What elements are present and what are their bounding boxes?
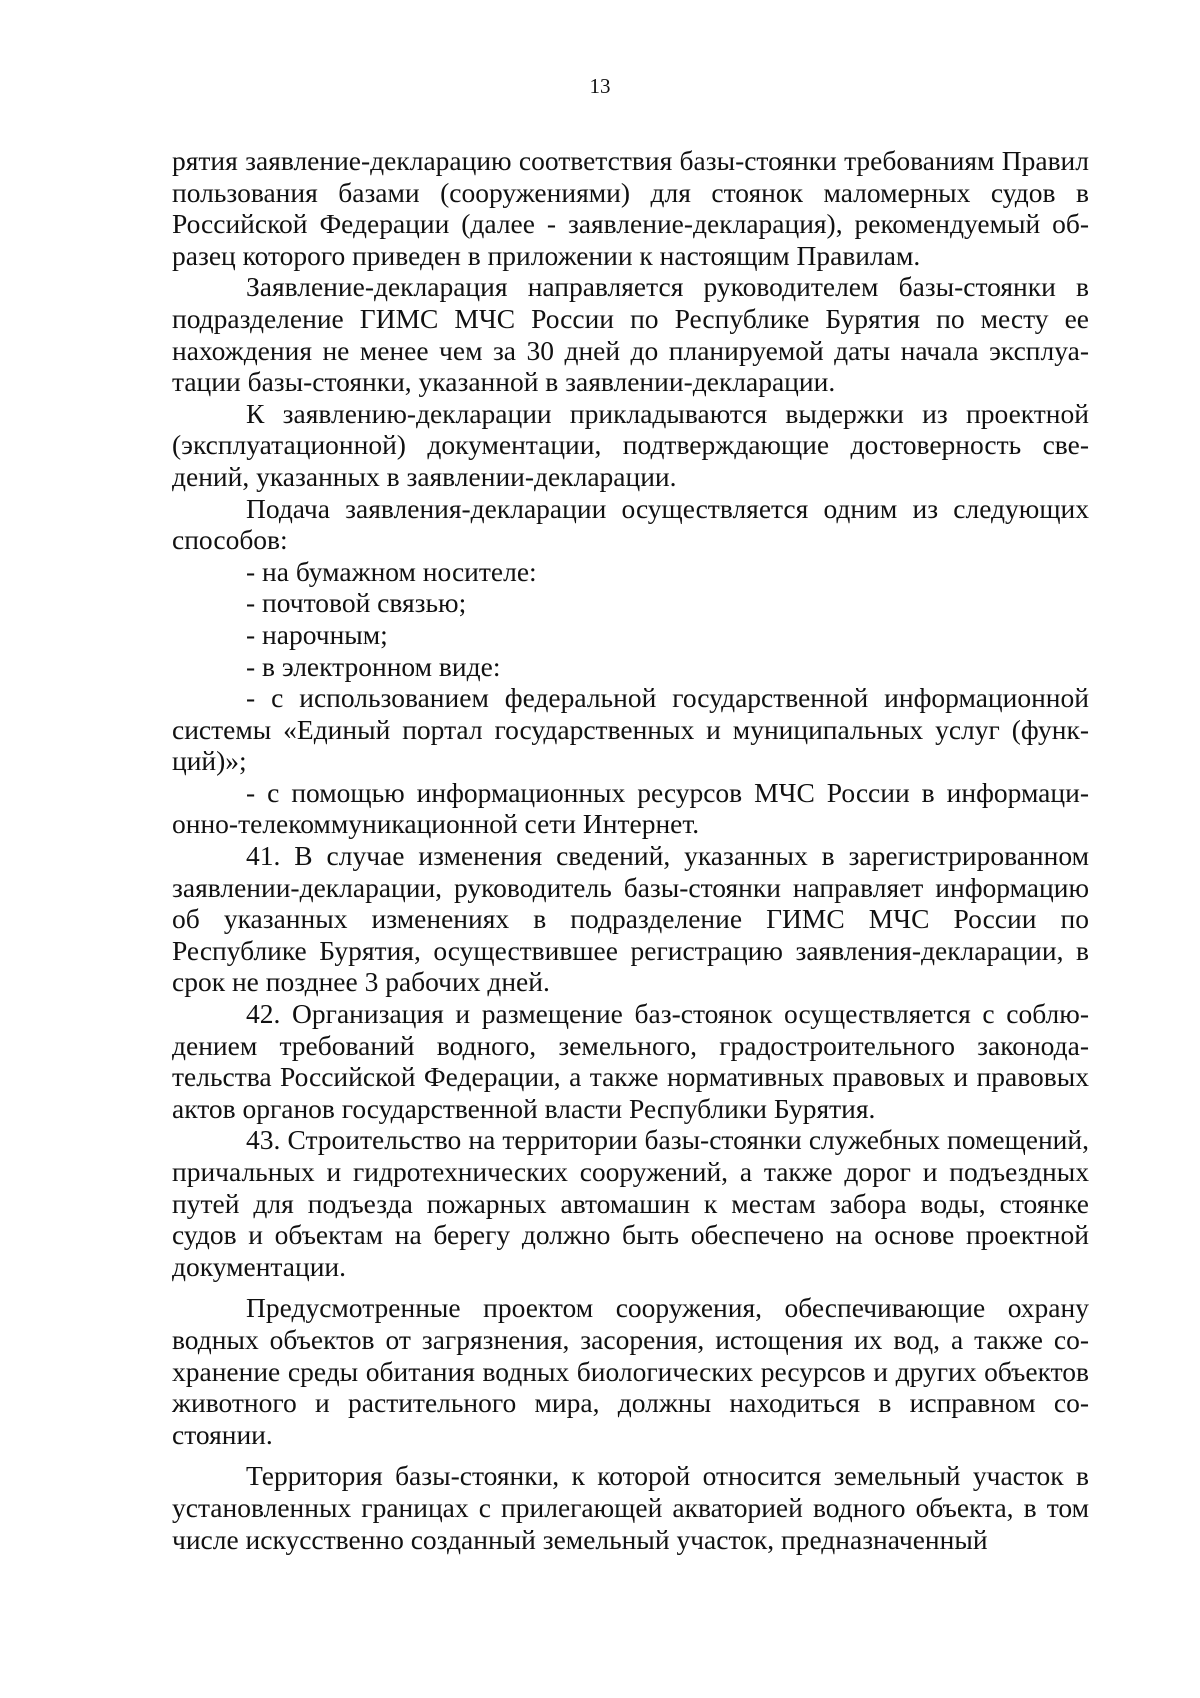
list-item-gosuslugi: - с использованием федеральной государственной информационной системы «Единый портал государственных и муниципальных услуг (функций)»; <box>172 682 1089 777</box>
page-number: 13 <box>589 74 611 98</box>
paragraph-submission-methods: Подача заявления-декларации осуществляется одним из следующих способов: <box>172 492 1089 556</box>
clause-43: 43. Строительство на территории базы-стоянки служебных помещений, причальных и гидротехнических сооружений, а также дорог и подъездных путей для подъезда пожарных автомашин к местам забора воды, стоянке судов и объектам на берегу должно быть обеспечено на основе проектной документации. <box>172 1124 1089 1282</box>
paragraph-base-territory: Территория базы-стоянки, к которой относится земельный участок в установленных границах с прилегающей акваторией водного объекта, в том числе искусственно созданный земельный участок, предназначенный <box>172 1460 1089 1555</box>
document-body <box>172 145 1089 1555</box>
paragraph-declaration-intro: рятия заявление-декларацию соответствия базы-стоянки требованиям Правил пользования базами (сооружениями) для стоянок маломерных судов в Российской Федерации (далее - заявление-декларация), рекомендуемый образец которого приведен в приложении к настоящим Правилам. <box>172 145 1089 271</box>
paragraph-declaration-attachments: К заявлению-декларации прикладываются выдержки из проектной (эксплуатационной) документации, подтверждающие достоверность сведений, указанных в заявлении-декларации. <box>172 397 1089 492</box>
list-item-electronic: - в электронном виде: <box>246 650 501 682</box>
list-item-post: - почтовой связью; <box>246 587 467 619</box>
list-item-paper: - на бумажном носителе: <box>246 555 537 587</box>
list-item-courier: - нарочным; <box>246 618 388 650</box>
list-item-mchs-resources: - с помощью информационных ресурсов МЧС России в информационно-телекоммуникационной сети Интернет. <box>172 776 1089 840</box>
clause-41: 41. В случае изменения сведений, указанных в зарегистрированном заявлении-декларации, руководитель базы-стоянки направляет информацию об указанных изменениях в подразделение ГИМС МЧС России по Республике Бурятия, осуществившее регистрацию заявления-декларации, в срок не позднее 3 рабочих дней. <box>172 840 1089 998</box>
clause-42: 42. Организация и размещение баз-стоянок осуществляется с соблюдением требований водного, земельного, градостроительного законодательства Российской Федерации, а также нормативных правовых и правовых актов органов государственной власти Республики Бурятия. <box>172 998 1089 1124</box>
paragraph-water-protection: Предусмотренные проектом сооружения, обеспечивающие охрану водных объектов от загрязнения, засорения, истощения их вод, а также сохранение среды обитания водных биологических ресурсов и других объектов животного и растительного мира, должны находиться в исправном состоянии. <box>172 1292 1089 1450</box>
paragraph-declaration-submission: Заявление-декларация направляется руководителем базы-стоянки в подразделение ГИМС МЧС России по Республике Бурятия по месту ее нахождения не менее чем за 30 дней до планируемой даты начала эксплуатации базы-стоянки, указанной в заявлении-декларации. <box>172 271 1089 398</box>
